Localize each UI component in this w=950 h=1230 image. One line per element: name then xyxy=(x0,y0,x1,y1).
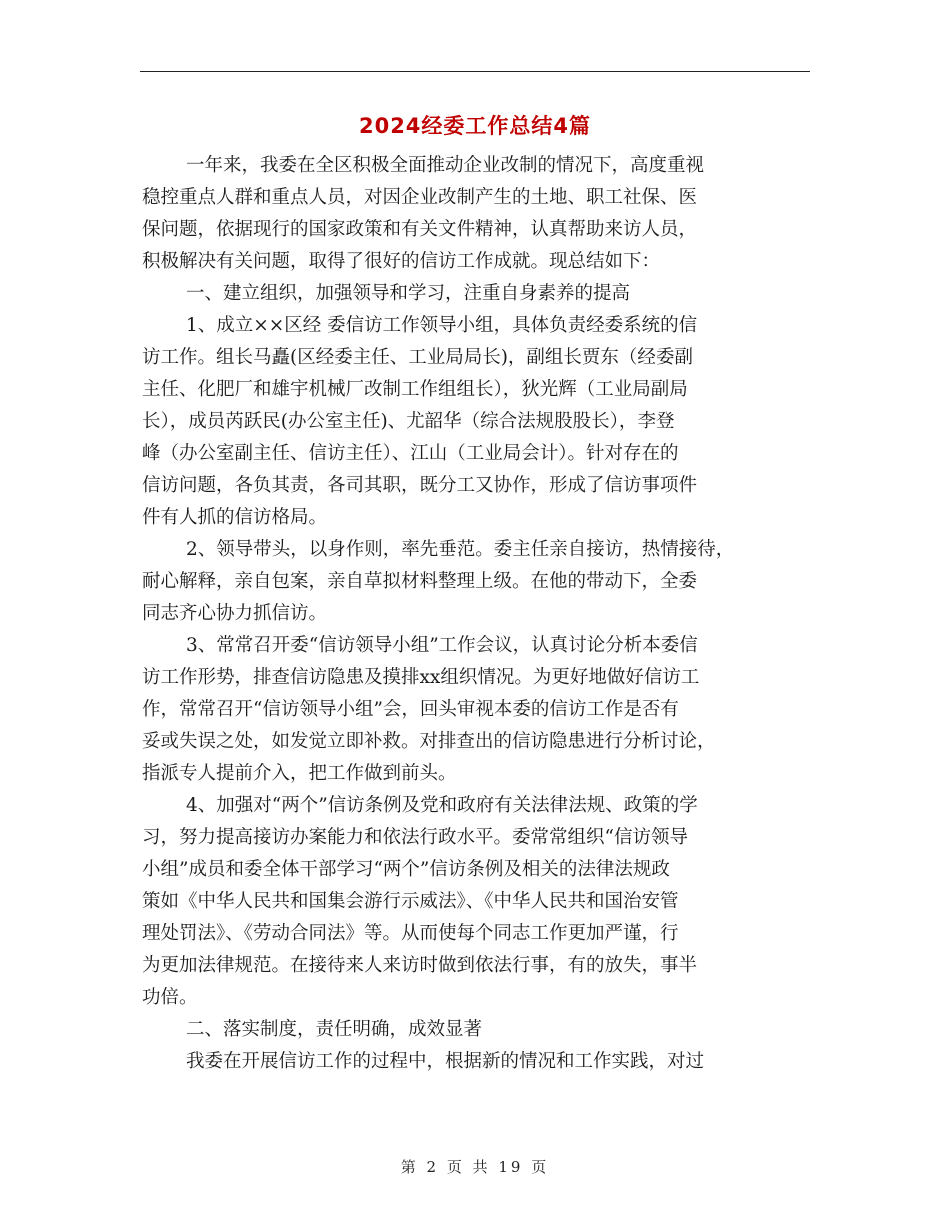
text-line: 2、领导带头，以身作则，率先垂范。委主任亲自接访，热情接待， xyxy=(186,539,735,560)
text-line: 3、常常召开委“信访领导小组”工作会议，认真讨论分析本委信 xyxy=(186,635,698,656)
text-line: 件有人抓的信访格局。 xyxy=(142,507,328,528)
text-line: 一、建立组织，加强领导和学习，注重自身素养的提高 xyxy=(186,283,631,304)
text-line: 主任、化肥厂和雄宇机械厂改制工作组组长），狄光辉（工业局副局 xyxy=(142,379,688,400)
text-line: 二、落实制度，责任明确，成效显著 xyxy=(186,1019,483,1040)
header-rule xyxy=(140,71,810,72)
text-line: 1、成立××区经 委信访工作领导小组，具体负责经委系统的信 xyxy=(186,315,698,336)
text-line: 积极解决有关问题，取得了很好的信访工作成就。现总结如下： xyxy=(142,251,661,272)
text-line: 4、加强对“两个”信访条例及党和政府有关法律法规、政策的学 xyxy=(186,795,698,816)
text-line: 耐心解释，亲自包案，亲自草拟材料整理上级。在他的带动下，全委 xyxy=(142,571,698,592)
text-line: 峰（办公室副主任、信访主任）、江山（工业局会计）。针对存在的 xyxy=(142,443,679,464)
text-line: 信访问题，各负其责，各司其职，既分工又协作，形成了信访事项件 xyxy=(142,475,698,496)
text-line: 稳控重点人群和重点人员，对因企业改制产生的土地、职工社保、医 xyxy=(142,187,698,208)
document-title: 2024经委工作总结4篇 xyxy=(358,114,592,138)
text-line: 习，努力提高接访办案能力和依法行政水平。委常常组织“信访领导 xyxy=(142,827,688,848)
text-line: 访工作形势，排查信访隐患及摸排xx组织情况。为更好地做好信访工 xyxy=(142,667,700,688)
text-line: 指派专人提前介入，把工作做到前头。 xyxy=(142,763,457,784)
text-line: 访工作。组长马矗(区经委主任、工业局局长)，副组长贾东（经委副 xyxy=(142,347,693,368)
text-line: 小组”成员和委全体干部学习“两个”信访条例及相关的法律法规政 xyxy=(142,859,670,880)
text-line: 长），成员芮跃民(办公室主任)、尤韶华（综合法规股股长），李登 xyxy=(142,411,675,432)
text-line: 为更加法律规范。在接待来人来访时做到依法行事，有的放失，事半 xyxy=(142,955,698,976)
text-line: 策如《中华人民共和国集会游行示威法》、《中华人民共和国治安管 xyxy=(142,891,679,912)
text-line: 作，常常召开“信访领导小组”会，回头审视本委的信访工作是否有 xyxy=(142,699,679,720)
text-line: 妥或失误之处，如发觉立即补救。对排查出的信访隐患进行分析讨论， xyxy=(142,731,716,752)
document-body xyxy=(142,150,814,1078)
text-line: 一年来，我委在全区积极全面推动企业改制的情况下，高度重视 xyxy=(186,155,705,176)
page-footer: 第 2 页 共 19 页 xyxy=(400,1158,550,1176)
text-line: 保问题，依据现行的国家政策和有关文件精神，认真帮助来访人员， xyxy=(142,219,698,240)
text-line: 功倍。 xyxy=(142,987,198,1008)
text-line: 理处罚法》、《劳动合同法》等。从而使每个同志工作更加严谨，行 xyxy=(142,923,679,944)
text-line: 同志齐心协力抓信访。 xyxy=(142,603,328,624)
text-line: 我委在开展信访工作的过程中，根据新的情况和工作实践，对过 xyxy=(186,1051,705,1072)
